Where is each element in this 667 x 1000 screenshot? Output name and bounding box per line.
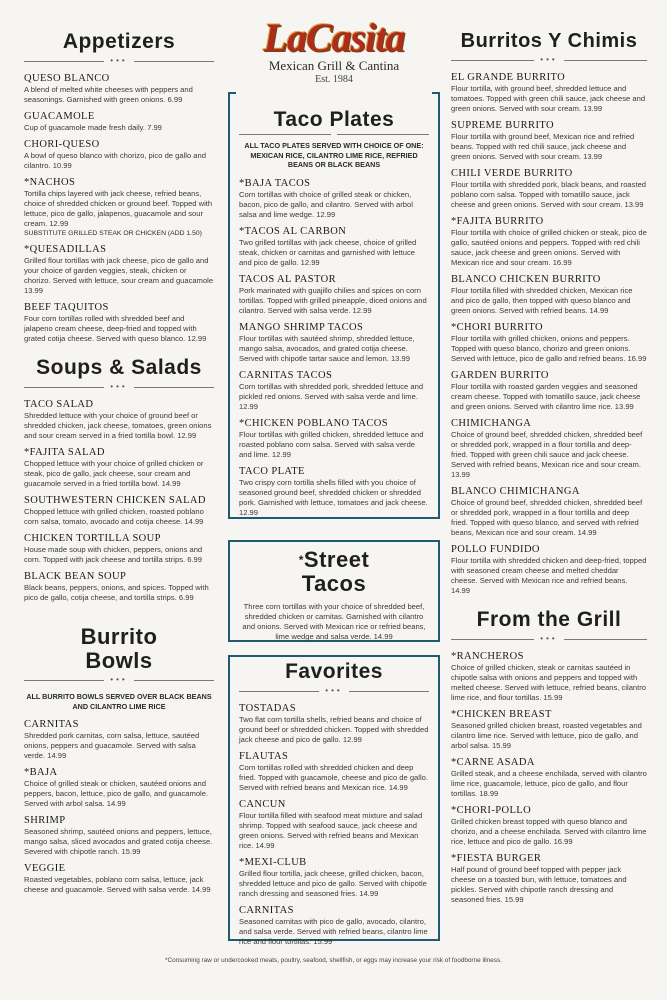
menu-item-desc: Tortilla chips layered with jack cheese, refried beans, choice of shredded chicken or ground beef. Topped with lettuce, pico de gallo, jalapenos, guacamole and sour cream. 12.99	[24, 189, 213, 228]
menu-item	[451, 72, 647, 114]
burritos-list	[451, 72, 647, 596]
menu-item-name: *CHORI-POLLO	[451, 805, 532, 816]
menu-item-note: SUBSTITUTE GRILLED STEAK OR CHICKEN (ADD 1.50)	[24, 230, 202, 237]
menu-item-desc: Pork marinated with guajillo chilies and spices on corn tortillas. Topped with grilled pineapple, diced onions and cilantro. Served with salsa verde. 12.99	[239, 285, 427, 315]
left-column	[24, 0, 214, 901]
menu-item	[451, 418, 647, 480]
menu-item-name: CHORI-QUESO	[24, 139, 100, 150]
menu-item-desc: A bowl of queso blanco with chorizo, pico de gallo and cilantro. 10.99	[24, 151, 206, 170]
menu-item-name: TACO SALAD	[24, 399, 94, 410]
menu-item-desc: Two grilled tortillas with jack cheese, choice of grilled steak, chicken or carnitas and garnished with lettuce and pico de gallo. 12.99	[239, 237, 417, 267]
appetizers-list	[24, 73, 214, 344]
menu-item-name: CARNITAS	[239, 905, 294, 916]
menu-item-desc: Choice of grilled chicken, steak or carnitas sautéed in chipotle salsa with onions and peppers and topped with melted cheese. Served with lettuce, refried beans, cilantro lime rice, and flour tortillas. 15.99	[451, 663, 647, 702]
menu-item-desc: Flour tortilla filled with shredded chicken, Mexican rice and pico de gallo, then topped with queso blanco and green onions. Served with refried beans. 14.99	[451, 286, 633, 315]
menu-item-desc: Seasoned carnitas with pico de gallo, avocado, cilantro, and salsa verde. Served with refried beans, cilantro lime rice and flour tortillas. 15.99	[239, 917, 428, 946]
menu-item-name: *BAJA	[24, 767, 58, 778]
menu-item	[239, 905, 429, 947]
menu-item-desc: Two flat corn tortilla shells, refried beans and choice of ground beef or shredded chicken. Topped with shredded jack cheese and pico de gallo. 12.99	[239, 715, 429, 744]
street-tacos-box	[228, 540, 440, 642]
menu-item-name: *RANCHEROS	[451, 651, 524, 662]
bowls-list	[24, 719, 214, 895]
menu-item-name: *CHICKEN POBLANO TACOS	[239, 417, 388, 429]
menu-item-desc: Two crispy corn tortilla shells filled with you choice of seasoned ground beef, shredded chicken or shredded pork. Garnished with lettuce, tomatoes and jack cheese. 12.99	[239, 477, 428, 517]
menu-item-name: BLANCO CHIMICHANGA	[451, 486, 580, 497]
menu-item-name: *TACOS AL CARBON	[239, 225, 347, 237]
menu-item-desc: Corn tortillas with choice of grilled steak or chicken, bacon, pico de gallo, and cilantro. Served with arbol salsa and lime wedge. 12.99	[239, 189, 413, 219]
menu-item-desc: Corn tortillas with shredded pork, shredded lettuce and pickled red onions. Served with salsa verde and lime. 12.99	[239, 381, 424, 411]
menu-item-name: BLANCO CHICKEN BURRITO	[451, 274, 601, 285]
footer-disclaimer: *Consuming raw or undercooked meats, poultry, seafood, shellfish, or eggs may increase your risk of foodborne illness.	[165, 957, 502, 964]
menu-item-name: *QUESADILLAS	[24, 244, 107, 255]
brand-est: Est. 1984	[315, 74, 353, 85]
divider: •••	[24, 676, 214, 684]
menu-item-desc: Shredded pork carnitas, corn salsa, lettuce, sautéed onions, peppers and guacamole. Served with salsa verde. 14.99	[24, 731, 200, 760]
menu-item-name: CARNITAS TACOS	[239, 369, 333, 381]
menu-item	[24, 533, 214, 565]
menu-item-name: CANCUN	[239, 799, 286, 810]
menu-item-name: SHRIMP	[24, 815, 66, 826]
menu-item	[239, 178, 429, 220]
menu-item	[24, 571, 214, 603]
menu-item-desc: Grilled flour tortillas with jack cheese, pico de gallo and your choice of garden veggies, steak, chicken or chorizo. Served with lettuce, sour cream and guacamole 13.99	[24, 256, 214, 295]
menu-item-name: TACOS AL PASTOR	[239, 273, 336, 285]
favorites-list	[239, 703, 429, 947]
menu-item-name: *FAJITA SALAD	[24, 447, 105, 458]
menu-item-desc: Chopped lettuce with grilled chicken, roasted poblano corn salsa, tomato, avocado and cotija cheese. 14.99	[24, 507, 204, 526]
favorites-title: Favorites	[285, 660, 383, 683]
menu-item-name: *BAJA TACOS	[239, 177, 311, 189]
menu-item-desc: Choice of ground beef, shredded chicken, shredded beef or shredded pork, wrapped in a flour tortilla and deep-fried. Topped with green chili sauce and jack cheese. Served with refried beans, Mexican rice and sour cream. 13.99	[451, 430, 643, 479]
menu-item	[239, 466, 429, 518]
menu-item-name: TOSTADAS	[239, 703, 297, 714]
menu-item	[24, 447, 214, 489]
menu-item	[451, 370, 647, 412]
menu-item	[451, 544, 647, 596]
brand-name: LaCasita	[263, 15, 405, 60]
menu-item-name: POLLO FUNDIDO	[451, 544, 540, 555]
menu-item	[24, 244, 214, 296]
menu-item-desc: Flour tortilla with ground beef, Mexican rice and refried beans. Topped with red chili sauce, jack cheese and green onions. Served with sour cream. 13.99	[451, 132, 635, 161]
menu-item-name: *NACHOS	[24, 177, 76, 188]
menu-item-desc: Shredded lettuce with your choice of ground beef or shredded chicken, jack cheese, tomatoes, green onions and sour cream served in a fried tortilla bowl. 12.99	[24, 411, 212, 440]
menu-item	[451, 322, 647, 364]
menu-item	[239, 226, 429, 268]
menu-item	[451, 168, 647, 210]
menu-item-name: BLACK BEAN SOUP	[24, 571, 127, 582]
menu-item	[239, 703, 429, 745]
menu-item-desc: Flour tortilla with choice of grilled chicken or steak, pico de gallo, sautéed onions and peppers. Topped with red chili sauce, jack cheese and green onions. Served with Mexican rice and sour cream. 16.99	[451, 228, 647, 267]
menu-item-desc: Flour tortilla with grilled chicken, onions and peppers. Topped with queso blanco, chorizo and green onions. Served with lettuce, pico de gallo and refried beans. 16.99	[451, 334, 647, 363]
menu-item-name: VEGGIE	[24, 863, 66, 874]
menu-item-desc: Choice of grilled steak or chicken, sautéed onions and peppers, bacon, lettuce, pico de gallo, and guacamole. Served with arbol salsa. 14.99	[24, 779, 209, 808]
burritos-title: Burritos Y Chimis	[460, 30, 638, 52]
menu-item-desc: Flour tortillas with grilled chicken, shredded lettuce and roasted poblano corn salsa. Served with salsa verde and lime. 12.99	[239, 429, 424, 459]
menu-item-name: QUESO BLANCO	[24, 73, 110, 84]
menu-item	[24, 111, 214, 133]
menu-item-name: CHILI VERDE BURRITO	[451, 168, 573, 179]
menu-item	[24, 863, 214, 895]
menu-item-name: *CHICKEN BREAST	[451, 709, 552, 720]
favorites-box	[228, 655, 440, 946]
menu-item-desc: Flour tortilla with shredded pork, black beans, and roasted poblano corn salsa. Topped with tomatillo sauce, jack cheese and green onions. Served with sour cream. 13.99	[451, 180, 647, 209]
divider: •••	[24, 383, 214, 391]
taco-plates-note: ALL TACO PLATES SERVED WITH CHOICE OF ONE: MEXICAN RICE, CILANTRO LIME RICE, REFRIED BEANS OR BLACK BEANS	[244, 141, 424, 169]
menu-item-name: CARNITAS	[24, 719, 79, 730]
bowls-note: ALL BURRITO BOWLS SERVED OVER BLACK BEANS AND CILANTRO LIME RICE	[26, 692, 212, 711]
menu-item	[24, 767, 214, 809]
menu-item-desc: Corn tortillas rolled with shredded chicken and deep fried. Topped with guacamole, cheese and pico de gallo. Served with refried beans and Mexican rice. 14.99	[239, 763, 428, 792]
bowls-title-line1: Burrito	[80, 624, 158, 649]
menu-item	[24, 177, 214, 238]
menu-item-desc: Chopped lettuce with your choice of grilled chicken or steak, pico de gallo, jack cheese, sour cream and guacamole served in a fried tortilla bowl. 14.99	[24, 459, 204, 488]
taco-plates-title: Taco Plates	[273, 108, 395, 131]
menu-item-desc: Grilled chicken breast topped with queso blanco and chorizo, and a cheese enchilada. Served with cilantro lime rice, lettuce and pico de gallo. 16.99	[451, 817, 647, 846]
menu-item-name: SOUTHWESTERN CHICKEN SALAD	[24, 495, 206, 506]
menu-item	[24, 495, 214, 527]
menu-item-name: GUACAMOLE	[24, 111, 95, 122]
street-tacos-star: *	[298, 553, 304, 567]
taco-plates-list	[239, 178, 429, 518]
menu-item-name: SUPREME BURRITO	[451, 120, 554, 131]
menu-item-name: *FIESTA BURGER	[451, 853, 542, 864]
street-tacos-title-line2: Tacos	[301, 571, 367, 596]
menu-item-name: *MEXI-CLUB	[239, 857, 307, 868]
menu-item	[239, 799, 429, 851]
bowls-title-line2: Bowls	[85, 648, 153, 673]
menu-item-desc: Seasoned shrimp, sautéed onions and peppers, lettuce, mango salsa, sliced avocados and grated cotija cheese. Severed with chipotle ranch. 15.99	[24, 827, 213, 856]
menu-item-name: EL GRANDE BURRITO	[451, 72, 566, 83]
menu-item	[24, 399, 214, 441]
menu-item-desc: Flour tortilla filled with seafood meat mixture and salad shrimp. Topped with seafood sauce, jack cheese and green onions. Served with refried beans and Mexican rice. 14.99	[239, 811, 423, 850]
menu-item	[239, 418, 429, 460]
menu-item	[451, 805, 647, 847]
menu-item	[451, 216, 647, 268]
soups-title: Soups & Salads	[36, 356, 202, 379]
menu-item-name: MANGO SHRIMP TACOS	[239, 321, 364, 333]
divider: •••	[239, 687, 429, 695]
menu-item	[451, 757, 647, 799]
menu-item-desc: Half pound of ground beef topped with pepper jack cheese on a toasted bun, with lettuce, tomatoes and pickles. Served with chipotle ranch dressing and seasoned fries. 15.99	[451, 865, 627, 904]
menu-item	[451, 486, 647, 538]
menu-item	[451, 274, 647, 316]
menu-item	[451, 709, 647, 751]
menu-item	[451, 853, 647, 905]
menu-item-name: *CARNE ASADA	[451, 757, 535, 768]
menu-item	[24, 815, 214, 857]
menu-item-name: GARDEN BURRITO	[451, 370, 549, 381]
menu-item-desc: Four corn tortillas rolled with shredded beef and jalapeno cream cheese, deep-fried and topped with grated cotija cheese. Served with queso blanco. 12.99	[24, 314, 207, 343]
appetizers-title: Appetizers	[62, 30, 176, 53]
brand-tagline: Mexican Grill & Cantina	[268, 58, 400, 73]
menu-item	[239, 751, 429, 793]
menu-item-desc: Choice of ground beef, shredded chicken, shredded beef or shredded pork, wrapped in a flour tortilla and deep fried. Topped with queso blanco, and served with refried beans, Mexican rice and sour cream. 14.99	[451, 498, 643, 537]
menu-item-name: FLAUTAS	[239, 751, 289, 762]
menu-item	[24, 139, 214, 171]
menu-item	[24, 73, 214, 105]
menu-item-desc: Roasted vegetables, poblano corn salsa, lettuce, jack cheese and guacamole. Served with salsa verde. 14.99	[24, 875, 211, 894]
menu-item-desc: Flour tortilla, with ground beef, shredded lettuce and tomatoes. Topped with green chili sauce, jack cheese and green onions. Served with sour cream. 13.99	[451, 84, 646, 113]
menu-item-desc: Black beans, peppers, onions, and spices. Topped with pico de gallo, cotija cheese, and tortilla strips. 6.99	[24, 583, 209, 602]
soups-list	[24, 399, 214, 603]
menu-item	[239, 322, 429, 364]
right-column	[451, 0, 647, 911]
menu-item-name: BEEF TAQUITOS	[24, 302, 109, 313]
menu-item-desc: Flour tortillas with sautéed shrimp, shredded lettuce, mango salsa, avocados, and grated cotija cheese. Served with chipotle tartar sauce and lemon. 13.99	[239, 333, 415, 363]
menu-item	[239, 274, 429, 316]
menu-item	[451, 651, 647, 703]
menu-item-name: *CHORI BURRITO	[451, 322, 544, 333]
menu-item-desc: Grilled flour tortilla, jack cheese, grilled chicken, bacon, shredded lettuce and pico de gallo. Served with chipotle ranch dressing and seasoned fries. 14.99	[239, 869, 427, 898]
street-tacos-desc: Three corn tortillas with your choice of shredded beef, shredded chicken or carnitas. Garnished with cilantro and onions. Served with Mexican rice or refried beans, lime wedge and salsa verde. 14.99	[242, 602, 426, 641]
menu-item	[451, 120, 647, 162]
divider: •••	[451, 56, 647, 64]
divider	[239, 134, 429, 135]
menu-item-desc: Seasoned grilled chicken breast, roasted vegetables and cilantro lime rice. Served with lettuce, pico de gallo, and arbol salsa. 15.99	[451, 721, 642, 750]
menu-item-desc: House made soup with chicken, peppers, onions and corn. Topped with jack cheese and tortilla strips. 6.99	[24, 545, 203, 564]
divider: •••	[24, 57, 214, 65]
menu-item	[24, 719, 214, 761]
menu-item	[24, 302, 214, 344]
grill-title: From the Grill	[476, 608, 622, 631]
menu-item-name: CHIMICHANGA	[451, 418, 532, 429]
logo	[228, 15, 440, 85]
menu-item-desc: Flour tortilla with shredded chicken and deep-fried, topped with seasoned cream cheese and melted cheddar cheese. Served with Mexican rice and refried beans. 14.99	[451, 556, 647, 595]
menu-item-name: TACO PLATE	[239, 465, 305, 477]
divider: •••	[451, 635, 647, 643]
menu-item	[239, 370, 429, 412]
taco-plates-box	[228, 92, 440, 519]
menu-item-desc: Grilled steak, and a cheese enchilada, served with cilantro lime rice, guacamole, lettuce, pico de gallo, and flour tortillas. 18.99	[451, 769, 647, 798]
menu-item-name: CHICKEN TORTILLA SOUP	[24, 533, 161, 544]
menu-item-desc: A blend of melted white cheeses with peppers and seasonings. Garnished with green onions. 6.99	[24, 85, 193, 104]
street-tacos-title-line1: *Street	[298, 547, 370, 572]
menu-item-desc: Cup of guacamole made fresh daily. 7.99	[24, 123, 162, 132]
menu-item	[239, 857, 429, 899]
grill-list	[451, 651, 647, 905]
menu-item-name: *FAJITA BURRITO	[451, 216, 544, 227]
menu-item-desc: Flour tortilla with roasted garden veggies and seasoned cream cheese. Topped with tomatillo sauce, jack cheese and green onions. Served with cilantro lime rice. 13.99	[451, 382, 641, 411]
